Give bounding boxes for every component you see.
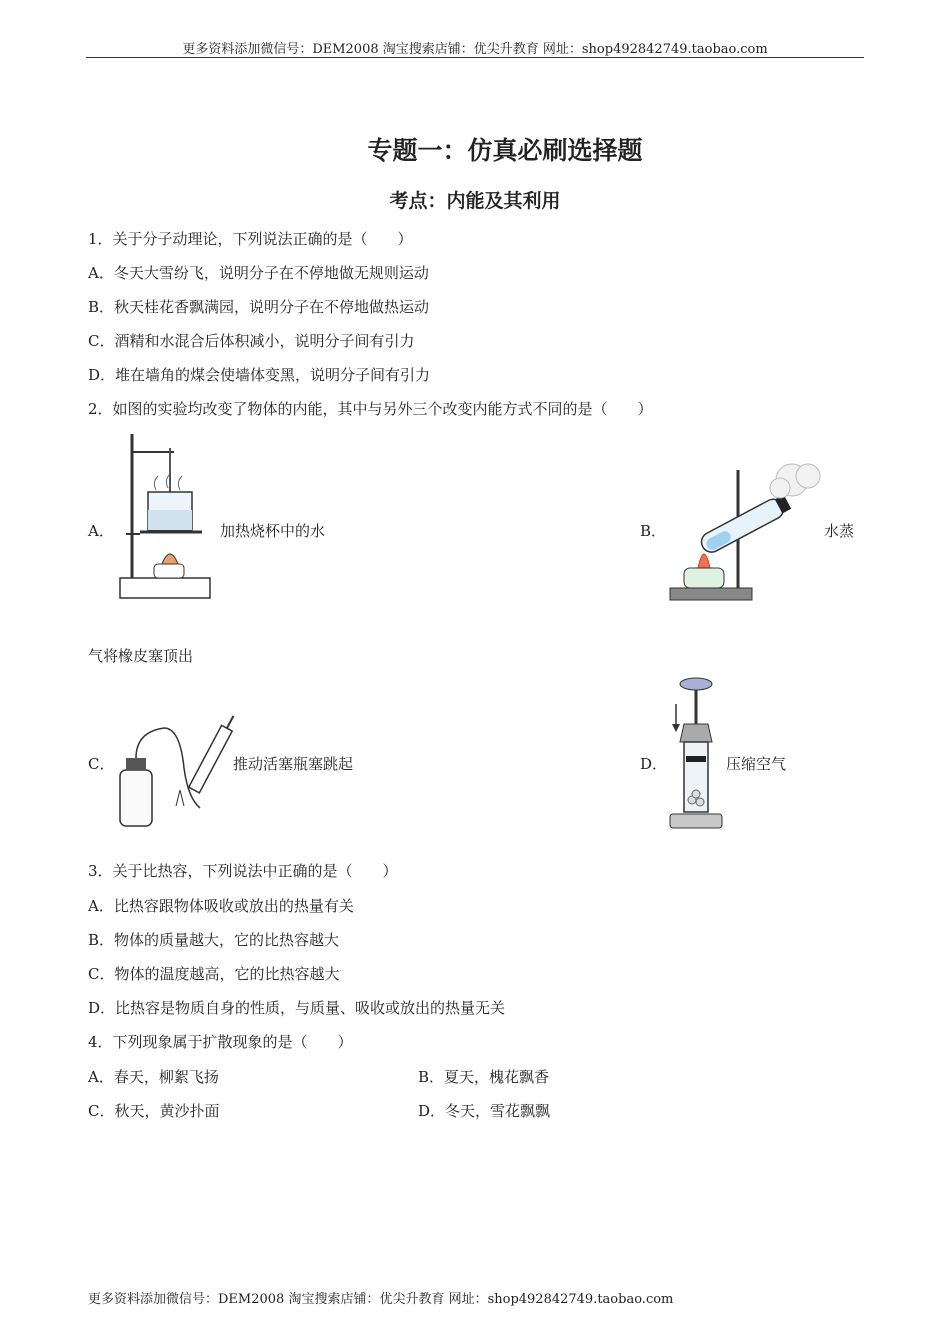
page-footer: 更多资料添加微信号：DEM2008 淘宝搜索店铺：优尖升教育 网址：shop492842749.taobao.com [88,1292,674,1307]
q2-option-d-letter: D． [640,755,668,773]
q2-figure-d-air-compressor [666,676,726,832]
page-header: 更多资料添加微信号：DEM2008 淘宝搜索店铺：优尖升教育 网址：shop492842749.taobao.com [182,42,768,57]
q2-figure-c-bottle-pump [118,710,236,832]
q2-option-c-letter: C． [88,755,115,773]
page-title: 专题一：仿真必刷选择题 [367,136,643,165]
q2-option-a-caption: 加热烧杯中的水 [220,522,326,540]
q1-option-b: B．秋天桂花香飘满园，说明分子在不停地做热运动 [88,298,430,316]
q2-stem: 2．如图的实验均改变了物体的内能，其中与另外三个改变内能方式不同的是（ ） [88,400,653,418]
q3-option-c: C．物体的温度越高，它的比热容越大 [88,965,340,983]
q2-figure-b-test-tube [668,458,826,604]
q3-option-b: B．物体的质量越大，它的比热容越大 [88,931,340,949]
q1-option-a: A．冬天大雪纷飞，说明分子在不停地做无规则运动 [88,264,429,282]
q1-option-c: C．酒精和水混合后体积减小，说明分子间有引力 [88,332,415,350]
q1-stem: 1．关于分子动理论，下列说法正确的是（ ） [88,230,413,248]
q4-option-c: C．秋天，黄沙扑面 [88,1102,220,1120]
section-subtitle: 考点：内能及其利用 [389,190,561,212]
header-divider [86,57,864,58]
q4-option-d: D．冬天，雪花飘飘 [418,1102,551,1120]
q4-option-a: A．春天，柳絮飞扬 [88,1068,219,1086]
q2-option-c-caption: 推动活塞瓶塞跳起 [233,755,354,773]
q1-option-d: D．堆在墙角的煤会使墙体变黑，说明分子间有引力 [88,366,431,384]
q2-option-b-caption-wrap: 气将橡皮塞顶出 [88,647,194,665]
q4-stem: 4．下列现象属于扩散现象的是（ ） [88,1033,353,1051]
q2-option-b-caption: 水蒸 [824,522,855,540]
q3-option-d: D．比热容是物质自身的性质，与质量、吸收或放出的热量无关 [88,999,506,1017]
q2-option-d-caption: 压缩空气 [726,755,787,773]
q2-figure-a-heating-beaker [118,430,218,602]
q2-option-a-letter: A． [88,522,114,540]
q4-option-b: B．夏天，槐花飘香 [418,1068,550,1086]
q3-stem: 3．关于比热容，下列说法中正确的是（ ） [88,862,398,880]
q2-option-b-letter: B． [640,522,667,540]
q3-option-a: A．比热容跟物体吸收或放出的热量有关 [88,897,354,915]
